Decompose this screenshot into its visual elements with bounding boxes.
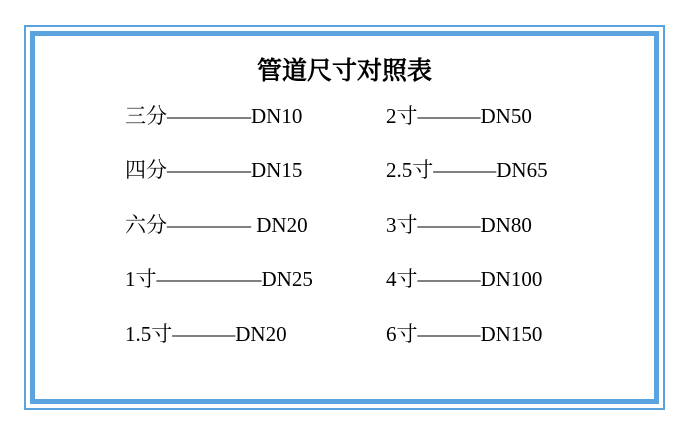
pipe-size-table	[125, 89, 548, 362]
pipe-size-entry: 2.5寸———DN65	[386, 158, 548, 183]
pipe-size-entry: 6寸———DN150	[386, 321, 543, 346]
pipe-size-entry: 四分————DN15	[125, 158, 303, 183]
pipe-size-entry: 1寸—————DN25	[125, 267, 313, 292]
page-title: 管道尺寸对照表	[256, 58, 432, 85]
pipe-size-entry: 1.5寸———DN20	[125, 321, 287, 346]
pipe-size-entry: 三分————DN10	[125, 103, 303, 128]
pipe-size-entry: 2寸———DN50	[386, 103, 532, 128]
pipe-size-entry: 4寸———DN100	[386, 267, 543, 292]
table-border-frame	[24, 25, 665, 410]
pipe-size-entry: 六分———— DN20	[125, 212, 308, 237]
pipe-size-entry: 3寸———DN80	[386, 212, 532, 237]
